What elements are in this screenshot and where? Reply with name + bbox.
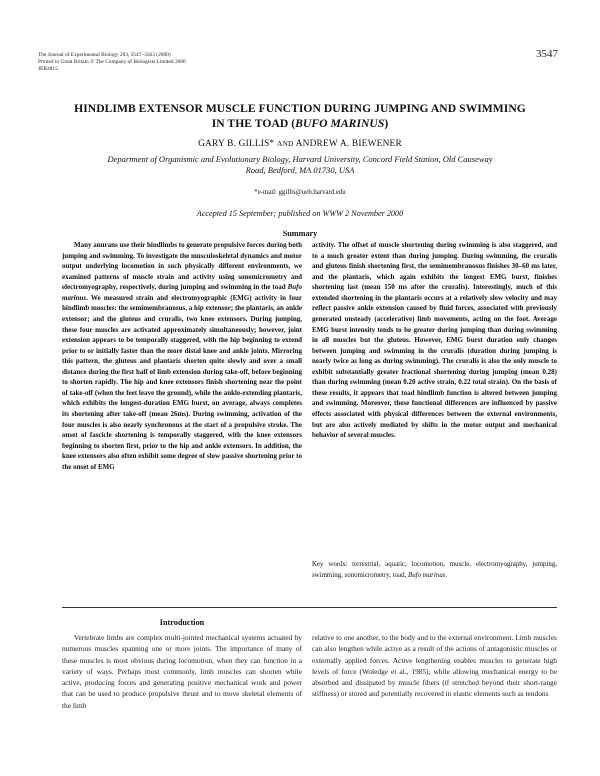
section-divider: [62, 607, 557, 608]
accepted-date: Accepted 15 September; published on WWW 2 November 2000: [196, 209, 404, 218]
journal-header: [38, 52, 186, 74]
title-suffix: ): [384, 116, 389, 130]
summary-heading: Summary: [282, 229, 318, 238]
author-2: ANDREW A. BIEWENER: [295, 139, 402, 149]
keywords-end: .: [445, 571, 448, 579]
page-number: 3547: [536, 48, 558, 60]
author-1: GARY B. GILLIS*: [198, 139, 275, 149]
keywords: [312, 560, 557, 581]
author-and: AND: [276, 139, 294, 148]
title-line-2: [40, 117, 560, 132]
introduction-heading: Introduction: [159, 618, 205, 627]
affiliation: [55, 154, 545, 176]
journal-citation: The Journal of Experimental Biology 203, 3547–3563 (2000): [38, 52, 171, 58]
introduction-left-column: Vertebrate limbs are complex multi-jointed mechanical systems actuated by numerous muscles spanning one or more joints. The importance of many of these muscles is most obvious during locomotion, when they can function in a variety of ways. Perhaps most commonly, limb muscles can shorten while active, producing forces and generating positive mechanical work and power that can be used to produce propulsive thrust and to move skeletal elements of the limb: [62, 633, 302, 710]
keywords-text: Key words: terrestrial, aquatic, locomotion, muscle, electromyography, jumping, swimming, sonomicrometry, toad,: [312, 561, 557, 579]
article-title: [40, 102, 560, 131]
summary-species: Bufo marinus: [62, 283, 302, 302]
affiliation-line-2: Road, Bedford, MA 01730, USA: [245, 165, 355, 175]
summary-left-column: [62, 240, 302, 603]
author-list: [40, 139, 560, 149]
summary-text-a: Many anurans use their hindlimbs to generate propulsive forces during both jumping and swimming. To investigate the musculoskeletal dynamics and motor output underlying locomotion in such physically different environments, we examined patterns of muscle strain and activity using sonomicrometry and electromyography, respectively, during jumping and swimming in the toad: [62, 241, 302, 292]
printed-notice: Printed in Great Britain © The Company of Biologists Limited 2000: [38, 59, 186, 66]
article-id: JEB2815: [38, 66, 58, 73]
affiliation-line-1: Department of Organismic and Evolutionary Biology, Harvard University, Concord Field Station, Old Causeway: [107, 154, 493, 164]
title-prefix: IN THE TOAD (: [211, 116, 296, 130]
summary-right-column: activity. The offset of muscle shortening during swimming is also staggered, and to a much greater extent than during jumping. During swimming, the cruralis and gluteus finish shortening first, the semimembranosus finishes 30–60 ms later, and the plantaris, which again exhibits the longest EMG burst, finishes shortening last (mean 150 ms after the cruralis). Interestingly, much of this extended shortening in the plantaris occurs at a relatively slow velocity and may reflect passive ankle extension caused by fluid forces, associated with previously generated unsteady (accelerative) limb movements, acting on the foot. Average EMG burst intensity tends to be greater during jumping than during swimming in all muscles but the gluteus. However, EMG burst duration only changes between jumping and swimming in the cruralis (duration during jumping is nearly twice as long as during swimming). The cruralis is also the only muscle to exhibit substantially greater fractional shortening during jumping (mean 0.28) than during swimming (mean 0.20 active strain, 0.22 total strain). On the basis of these results, it appears that toad hindlimb function is altered between jumping and swimming. Moreover, these functional differences are influenced by passive effects associated with physical differences between the external environments, but are also actively mediated by shifts in the motor output and mechanical behavior of several muscles.: [312, 241, 557, 440]
keywords-species: Bufo marinus: [408, 571, 446, 579]
title-line-1: HINDLIMB EXTENSOR MUSCLE FUNCTION DURING JUMPING AND SWIMMING: [74, 102, 526, 115]
contact-email: *e-mail: ggillis@oeb.harvard.edu: [254, 189, 346, 196]
introduction-right-column: relative to one another, to the body and to the external environment. Limb muscles can also lengthen while active as a result of the actions of antagonistic muscles or externally applied forces. Active lengthening enables muscles to generate high levels of force (Woledge et al., 1985), while allowing mechanical energy to be absorbed and dissipated by muscle fibers (if stretched beyond their short-range stiffness) or stored and potentially recovered in elastic elements such as tendons: [312, 633, 557, 699]
title-species: BUFO MARINUS: [295, 116, 385, 130]
summary-text-b: . We measured strain and electromyographic (EMG) activity in four hindlimb muscles: the semimembranosus, a hip extensor; the plantaris, an ankle extensor; and the gluteus and cruralis, two knee extensors. During jumping, these four muscles are activated approximately simultaneously; however, joint extension appears to be temporally staggered, with the hip beginning to extend prior to or initially faster than the more distal knee and ankle joints. Mirroring this pattern, the gluteus and plantaris shorten quite slowly and over a small distance during the first half of limb extension during take-off, before beginning to shorten rapidly. The hip and knee extensors finish shortening near the point of take-off (when the feet leave the ground), while the ankle-extending plantaris, which exhibits the longest-duration EMG burst, on average, always completes its shortening after take-off (mean 26ms). During swimming, activation of the four muscles is also nearly synchronous at the start of a propulsive stroke. The onset of fascicle shortening is temporally staggered, with the knee extensors beginning to shorten first, prior to the hip and ankle extensors. In addition, the knee extensors also often exhibit some degree of slow passive shortening prior to the onset of EMG: [62, 293, 302, 471]
